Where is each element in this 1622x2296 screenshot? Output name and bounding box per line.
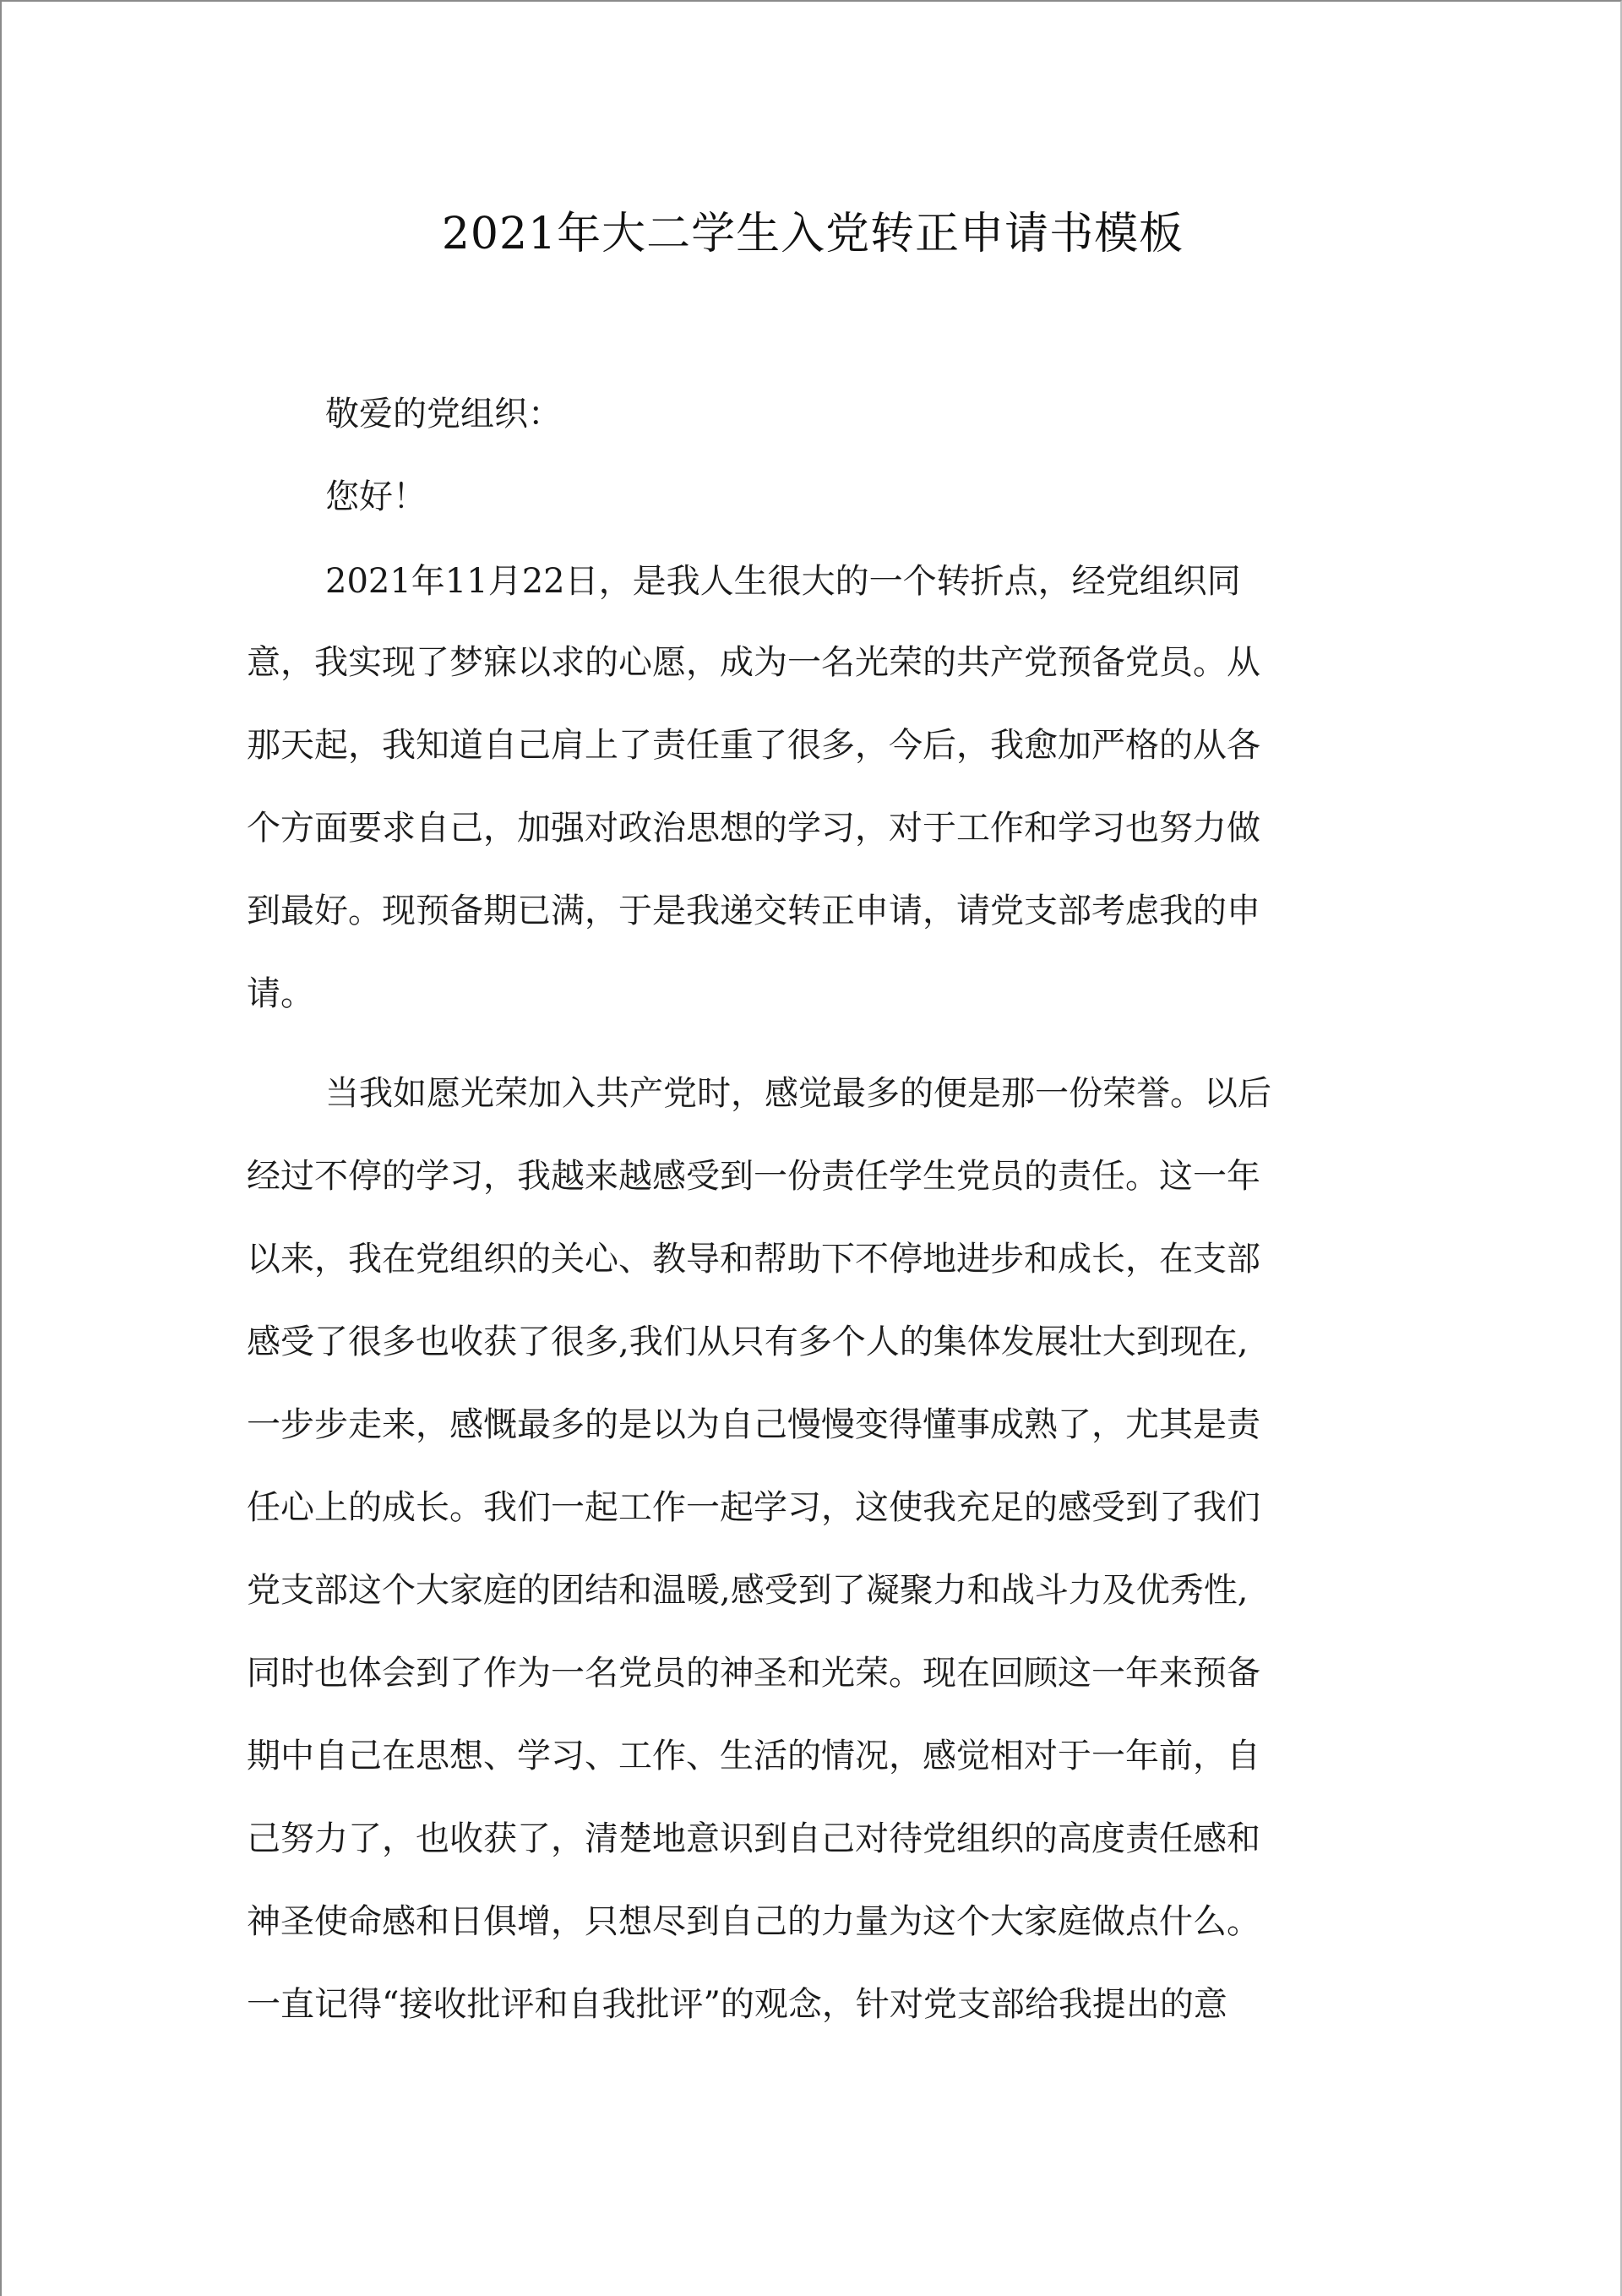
paragraph-2-line: 一步步走来，感慨最多的是以为自己慢慢变得懂事成熟了，尤其是责: [247, 1405, 1260, 1444]
document-title: 2021年大二学生入党转正申请书模板: [441, 209, 1184, 259]
paragraph-1-line: 那天起，我知道自己肩上了责任重了很多，今后，我愈加严格的从各: [247, 726, 1260, 765]
paragraph-2-line: 期中自己在思想、学习、工作、生活的情况，感觉相对于一年前，自: [247, 1737, 1260, 1775]
paragraph-2-line: 感受了很多也收获了很多,我们从只有多个人的集体发展壮大到现在,: [247, 1323, 1249, 1361]
paragraph-2-line: 一直记得“接收批评和自我批评”的观念，针对党支部给我提出的意: [247, 1985, 1227, 2024]
paragraph-1-line: 个方面要求自己，加强对政治思想的学习，对于工作和学习也努力做: [247, 809, 1260, 848]
paragraph-1-line: 意，我实现了梦寐以求的心愿，成为一名光荣的共产党预备党员。从: [247, 643, 1260, 682]
paragraph-2-line: 经过不停的学习，我越来越感受到一份责任学生党员的责任。这一年: [247, 1157, 1260, 1196]
salutation: 敬爱的党组织：: [325, 395, 562, 434]
paragraph-2-line: 党支部这个大家庭的团结和温暖,感受到了凝聚力和战斗力及优秀性,: [247, 1571, 1249, 1610]
paragraph-2-line: 以来，我在党组织的关心、教导和帮助下不停地进步和成长，在支部: [247, 1240, 1260, 1279]
paragraph-2-line: 神圣使命感和日俱增，只想尽到自己的力量为这个大家庭做点什么。: [247, 1902, 1260, 1941]
paragraph-2-line: 任心上的成长。我们一起工作一起学习，这使我充足的感受到了我们: [247, 1488, 1260, 1527]
greeting: 您好！: [325, 477, 427, 516]
paragraph-1-line: 2021年11月22日，是我人生很大的一个转折点，经党组织同: [325, 562, 1241, 601]
paragraph-1-line: 到最好。现预备期已满，于是我递交转正申请，请党支部考虑我的申: [247, 892, 1260, 930]
paragraph-1-line: 请。: [247, 974, 314, 1013]
paragraph-2-line: 当我如愿光荣加入共产党时，感觉最多的便是那一份荣誉。以后: [325, 1074, 1271, 1113]
paragraph-2-line: 同时也体会到了作为一名党员的神圣和光荣。现在回顾这一年来预备: [247, 1654, 1260, 1693]
paragraph-2-line: 己努力了，也收获了，清楚地意识到自己对待党组织的高度责任感和: [247, 1819, 1260, 1858]
